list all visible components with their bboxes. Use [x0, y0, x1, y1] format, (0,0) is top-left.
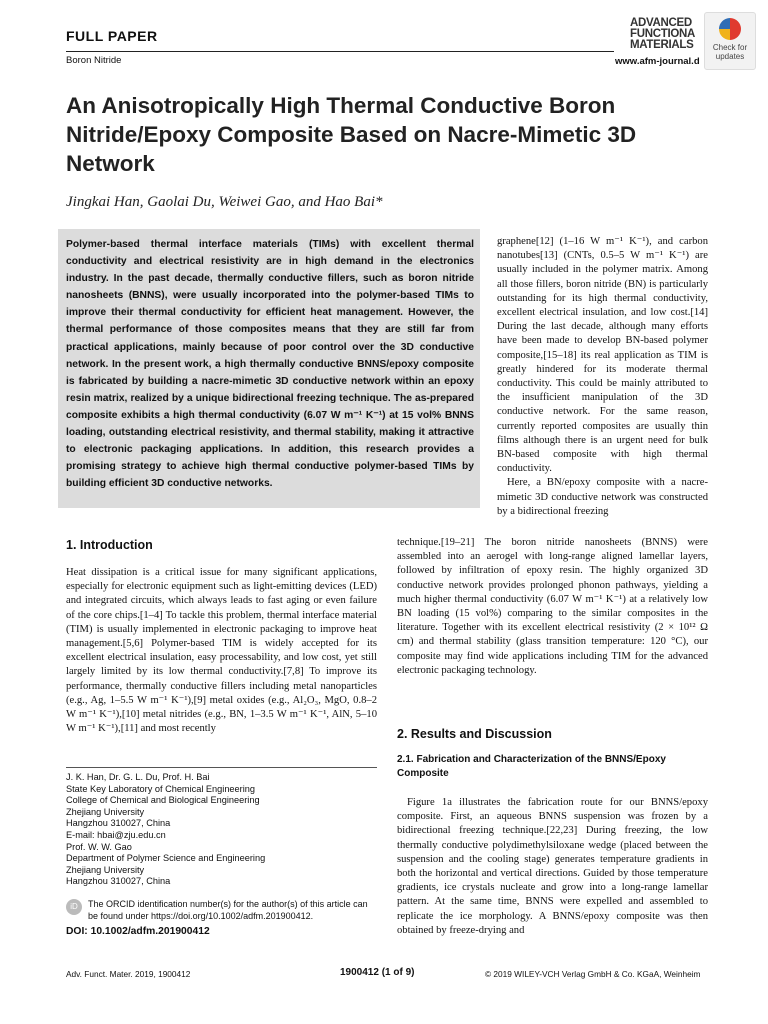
orcid-icon[interactable]: iD — [66, 899, 82, 915]
paper-title: An Anisotropically High Thermal Conductive Boron Nitride/Epoxy Composite Based on Nacre-Mimetic 3D Network — [66, 93, 637, 176]
affiliation-line: Hangzhou 310027, China — [66, 876, 171, 887]
check-updates-label: Check for updates — [712, 43, 748, 61]
author-list: Jingkai Han, Gaolai Du, Weiwei Gao, and Hao Bai* — [66, 194, 383, 210]
results-heading: 2. Results and Discussion — [397, 727, 552, 741]
intro-body — [66, 566, 377, 736]
affiliation-line: State Key Laboratory of Chemical Engineering — [66, 783, 255, 794]
intro-heading: 1. Introduction — [66, 538, 153, 552]
right-column-top — [497, 235, 708, 519]
footer-citation: Adv. Funct. Mater. 2019, 1900412 — [66, 969, 191, 979]
footnote-rule — [66, 767, 377, 768]
section-tag: Boron Nitride — [66, 55, 122, 66]
affiliation-line: Hangzhou 310027, China — [66, 818, 171, 829]
affiliation-line: Department of Polymer Science and Engineering — [66, 853, 266, 864]
orcid-text: The ORCID identification number(s) for the author(s) of this article can be found under https://doi.org/10.1002/adfm.201900412. — [88, 899, 368, 921]
affiliation-line: J. K. Han, Dr. G. L. Du, Prof. H. Bai — [66, 772, 210, 782]
header-rule — [66, 51, 614, 52]
paragraph: Figure 1a illustrates the fabrication route for our BNNS/epoxy composite. First, an aqueous BNNS suspension was frozen by a bidirectional freezing technique.[22,23] During freezing, the low thermally conductive polydimethylsiloxane wedge (placed between the suspension and the cooling stage) generates temperature gradients in both the horizontal and vertical directions. Guided by those temperature gradients, ice crystals nucleate and grow into a long-range lamellar pattern. At the same time, BNNS were expelled and assembled to replicate the ice morphology. A BNNS/epoxy composite was then obtained by freeze-drying and — [397, 797, 708, 936]
journal-logo-line: ADVANCED — [630, 17, 692, 29]
paragraph: graphene[12] (1–16 W m⁻¹ K⁻¹), and carbon nanotubes[13] (CNTs, 0.5–5 W m⁻¹ K⁻¹) are usually included in the polymer matrix. Among all those fillers, boron nitride (BN) is particularly outstanding for its high thermal conductivity, excellent electrical insulation, and low cost.[14] During the last decade, although many efforts have been made to develop BN-based polymer composite,[15–18] its real application as TIM is greatly hindered for its moderate thermal conductivity. This could be mainly attributed to the insufficient manipulation of the 3D conductive network. For the same reason, currently reported composites are usually thin films although there is an urgent need for bulk BN-based composite with high thermal conductivity. — [497, 236, 708, 475]
affiliation-line: Zhejiang University — [66, 864, 145, 875]
affiliation-line: Zhejiang University — [66, 806, 145, 817]
paragraph: Here, a BN/epoxy composite with a nacre-mimetic 3D conductive network was constructed by a bidirectional freezing — [497, 477, 708, 517]
check-updates-button[interactable] — [704, 12, 756, 70]
article-type-label: FULL PAPER — [66, 28, 158, 44]
orcid-note — [66, 899, 377, 922]
right-column-continuation — [397, 536, 708, 678]
abstract-text: Polymer-based thermal interface materials (TIMs) with excellent thermal conductivity and electrical resistivity are in high demand in the electronics industry. In the past decade, thermally conductive fillers, such as boron nitride nanosheets (BNNS), were usually incorporated into the polymer-based TIMs to improve their thermal conductivity for efficient heat management. However, the thermal performance of those composites means that they are still far from practical applications, mainly because of poor control over the 3D conductive network. In the present work, a high thermally conductive BNNS/epoxy composite is fabricated by building a nacre-mimetic 3D conductive network within an epoxy resin matrix, realized by a unique bidirectional freezing technique. The as-prepared composite exhibits a high thermal conductivity (6.07 W m⁻¹ K⁻¹) at 15 vol% BNNS loading, outstanding electrical resistivity, and thermal stability, making it attractive to electronic packaging applications. In addition, this research provides a promising strategy to achieve high thermal conductive polymer-based TIMs by building efficient 3D conductive networks. — [66, 239, 474, 490]
affiliation-line: College of Chemical and Biological Engineering — [66, 795, 260, 806]
check-updates-icon — [719, 18, 741, 40]
paragraph: Heat dissipation is a critical issue for many significant applications, especially for electronic equipment such as light-emitting devices (LED) and integrated circuits, which always leads to fast aging or even failure of the core chips.[1–4] To tackle this problem, thermal interface material (TIM) is usually implemented in electronic packaging to improve heat management.[5,6] Polymer-based TIM is widely accepted for its excellent electrical insulation, easy processability, and low cost, yet still largely limited by its low thermal conductivity.[7,8] To improve its performance, thermally conductive fillers including metal nanoparticles (e.g., Ag, 1–5.5 W m⁻¹ K⁻¹),[9] metal oxides (e.g., Al₂O₃, MgO, 0.8–2 W m⁻¹ K⁻¹),[10] metal nitrides (e.g., BN, 1–3.5 W m⁻¹ K⁻¹, AlN, 5–10 W m⁻¹ K⁻¹),[11] and most recently — [66, 567, 377, 735]
footer-page-number: 1900412 (1 of 9) — [340, 967, 415, 978]
subsection-heading: 2.1. Fabrication and Characterization of the BNNS/Epoxy Composite — [397, 754, 666, 779]
affiliation-email[interactable]: E-mail: hbai@zju.edu.cn — [66, 829, 166, 840]
journal-url[interactable]: www.afm-journal.d — [615, 56, 700, 67]
footer-copyright: © 2019 WILEY-VCH Verlag GmbH & Co. KGaA, Weinheim — [485, 969, 701, 979]
affiliations — [66, 772, 377, 888]
paragraph: technique.[19–21] The boron nitride nanosheets (BNNS) were assembled into an aerogel with long-range aligned lamellar layers, followed by infiltration of epoxy resin. The highly organized 3D conductive network provides prolonged phonon pathways, yielding a much higher thermal conductivity (6.07 W m⁻¹ K⁻¹) at a relatively low BN loading (15 vol%) comparing to the similar composites in the literature. Together with its excellent electrical resistivity (2 × 10¹² Ω cm) and thermal stability (glass transition temperature: 120 °C), our composite may find wide applications including TIM for the advanced electronic packaging technology. — [397, 537, 708, 676]
journal-logo-line: FUNCTIONA — [630, 28, 696, 40]
affiliation-line: Prof. W. W. Gao — [66, 841, 132, 852]
journal-logo-line: MATERIALS — [630, 39, 694, 51]
doi[interactable]: DOI: 10.1002/adfm.201900412 — [66, 926, 210, 937]
results-body — [397, 796, 708, 938]
